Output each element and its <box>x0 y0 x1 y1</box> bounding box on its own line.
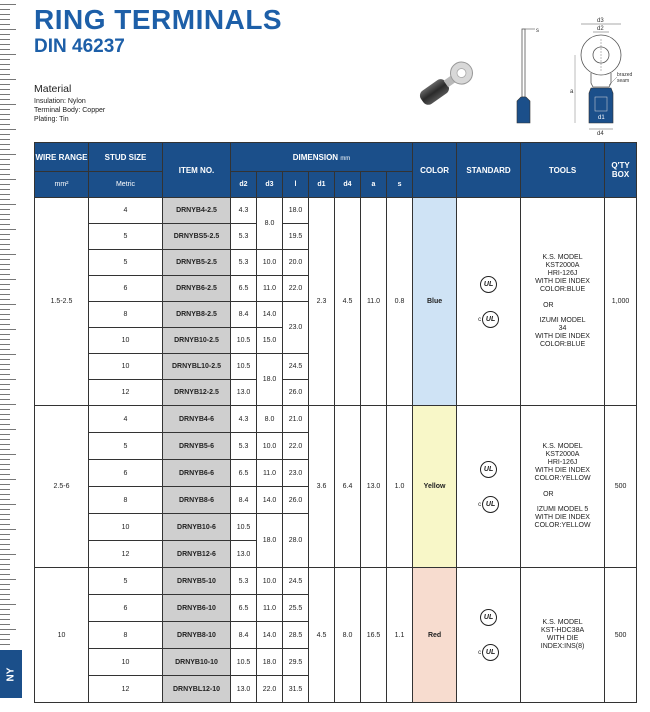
ruler-tick <box>0 219 10 220</box>
wire-range-cell: 10 <box>35 568 89 703</box>
ruler-tick <box>0 374 10 375</box>
ruler-tick <box>0 289 10 290</box>
material-insulation: Insulation: Nylon <box>34 98 86 105</box>
d2-cell: 5.3 <box>231 433 257 460</box>
ruler-tick <box>0 259 10 260</box>
svg-text:seam: seam <box>617 78 630 84</box>
ruler-tick <box>0 619 10 620</box>
ruler-tick <box>0 424 10 425</box>
wire-range-cell: 2.5-6 <box>35 406 89 568</box>
ruler-tick <box>0 594 10 595</box>
ruler-tick <box>0 359 10 360</box>
ruler-tick <box>0 49 10 50</box>
item-no-cell: DRNYB5-10 <box>163 568 231 595</box>
ruler-tick <box>0 64 10 65</box>
item-no-cell: DRNYB10-6 <box>163 514 231 541</box>
stud-cell: 12 <box>89 541 163 568</box>
ruler-tick <box>0 379 16 380</box>
material-plating: Plating: Tin <box>34 116 69 123</box>
ruler-tick <box>0 389 10 390</box>
l-cell: 18.0 <box>283 198 309 224</box>
d3-cell: 11.0 <box>257 460 283 487</box>
ruler-tick <box>0 429 16 430</box>
label-brazed-seam: brazed <box>617 72 633 78</box>
ruler-tick <box>0 349 10 350</box>
ruler-tick <box>0 44 10 45</box>
ruler-tick <box>0 164 10 165</box>
s-cell: 1.0 <box>387 406 413 568</box>
table-row <box>35 568 637 595</box>
ruler-tick <box>0 214 10 215</box>
ruler-tick <box>0 584 10 585</box>
ruler-tick <box>0 534 10 535</box>
standard-cell: UL c UL <box>457 406 521 568</box>
cul-icon: UL <box>482 311 499 328</box>
item-no-cell: DRNYB8-6 <box>163 487 231 514</box>
label-a: a <box>570 89 574 95</box>
ruler-tick <box>0 544 10 545</box>
ruler-tick <box>0 454 16 455</box>
ruler-tick <box>0 419 10 420</box>
ruler-tick <box>0 239 10 240</box>
label-d3: d3 <box>597 18 604 24</box>
d2-cell: 10.5 <box>231 354 257 380</box>
item-no-cell: DRNYB10-10 <box>163 649 231 676</box>
stud-cell: 10 <box>89 649 163 676</box>
ruler-tick <box>0 489 10 490</box>
ruler-tick <box>0 254 16 255</box>
ruler-tick <box>0 394 10 395</box>
d3-cell: 10.0 <box>257 250 283 276</box>
header-a: a <box>361 172 387 198</box>
ruler-tick <box>0 29 16 30</box>
standard-cell: UL c UL <box>457 198 521 406</box>
ruler-tick <box>0 644 10 645</box>
item-no-cell: DRNYBS5-2.5 <box>163 224 231 250</box>
stud-cell: 5 <box>89 433 163 460</box>
ruler-tick <box>0 509 10 510</box>
ruler-tick <box>0 334 10 335</box>
ruler-tick <box>0 169 10 170</box>
ruler-tick <box>0 589 10 590</box>
ruler-tick <box>0 549 10 550</box>
header-wire-range: WIRE RANGE <box>35 143 89 172</box>
ruler-tick <box>0 149 10 150</box>
item-no-cell: DRNYB5-2.5 <box>163 250 231 276</box>
cul-icon: UL <box>482 496 499 513</box>
l-cell: 22.0 <box>283 276 309 302</box>
l-cell: 24.5 <box>283 354 309 380</box>
item-no-cell: DRNYB10-2.5 <box>163 328 231 354</box>
ruler-tick <box>0 409 10 410</box>
qty-cell: 500 <box>605 568 637 703</box>
ruler-tick <box>0 179 16 180</box>
stud-cell: 4 <box>89 198 163 224</box>
ruler-tick <box>0 199 10 200</box>
label-d4: d4 <box>597 131 604 137</box>
stud-cell: 8 <box>89 487 163 514</box>
d2-cell: 6.5 <box>231 460 257 487</box>
ruler-tick <box>0 234 10 235</box>
ruler-tick <box>0 284 10 285</box>
item-no-cell: DRNYB8-2.5 <box>163 302 231 328</box>
ruler-tick <box>0 154 16 155</box>
page-subtitle: DIN 46237 <box>34 36 125 57</box>
tools-cell: K.S. MODEL KST-HDC38A WITH DIE INDEX:INS(8) <box>521 568 605 703</box>
table-row <box>35 406 637 433</box>
ruler-tick <box>0 559 10 560</box>
color-cell-blue: Blue <box>413 198 457 406</box>
cul-icon: UL <box>482 644 499 661</box>
item-no-cell: DRNYB4-6 <box>163 406 231 433</box>
ruler-tick <box>0 474 10 475</box>
ruler-tick <box>0 304 16 305</box>
label-d2: d2 <box>597 26 604 32</box>
ruler-tick <box>0 639 10 640</box>
a-cell: 13.0 <box>361 406 387 568</box>
l-cell: 29.5 <box>283 649 309 676</box>
ruler-tick <box>0 74 10 75</box>
ruler-tick <box>0 364 10 365</box>
header-item-no: ITEM NO. <box>163 143 231 198</box>
ruler-tick <box>0 129 16 130</box>
ruler-tick <box>0 194 10 195</box>
tools-cell: K.S. MODEL KST2000A HRI-126J WITH DIE INDEX COLOR:BLUE OR IZUMI MODEL 34 WITH DIE INDEX COLOR:BLUE <box>521 198 605 406</box>
ruler-tick <box>0 54 16 55</box>
s-cell: 1.1 <box>387 568 413 703</box>
item-no-cell: DRNYB6-10 <box>163 595 231 622</box>
ruler-tick <box>0 209 10 210</box>
ruler-tick <box>0 224 10 225</box>
l-cell: 22.0 <box>283 433 309 460</box>
ruler-tick <box>0 139 10 140</box>
item-no-cell: DRNYB12-6 <box>163 541 231 568</box>
ruler-tick <box>0 479 16 480</box>
standard-cell: UL c UL <box>457 568 521 703</box>
ruler-tick <box>0 384 10 385</box>
d2-cell: 5.3 <box>231 250 257 276</box>
ruler-tick <box>0 529 16 530</box>
ruler-tick <box>0 634 10 635</box>
ruler-tick <box>0 119 10 120</box>
material-body: Terminal Body: Copper <box>34 107 106 114</box>
ruler-tick <box>0 134 10 135</box>
d4-cell: 6.4 <box>335 406 361 568</box>
header-stud-unit: Metric <box>89 172 163 198</box>
d3-cell: 10.0 <box>257 568 283 595</box>
ruler-tick <box>0 574 10 575</box>
header-qty-box: Q'TY BOX <box>605 143 637 198</box>
ruler-tick <box>0 249 10 250</box>
d3-cell: 18.0 <box>257 514 283 568</box>
d1-cell: 4.5 <box>309 568 335 703</box>
d2-cell: 5.3 <box>231 224 257 250</box>
l-cell: 24.5 <box>283 568 309 595</box>
d3-cell: 14.0 <box>257 487 283 514</box>
a-cell: 11.0 <box>361 198 387 406</box>
ruler-tick <box>0 614 10 615</box>
a-cell: 16.5 <box>361 568 387 703</box>
d3-cell: 14.0 <box>257 302 283 328</box>
stud-cell: 10 <box>89 354 163 380</box>
s-cell: 0.8 <box>387 198 413 406</box>
ruler-tick <box>0 189 10 190</box>
dimension-drawing <box>505 15 645 137</box>
label-d1: d1 <box>598 115 605 121</box>
stud-cell: 10 <box>89 328 163 354</box>
item-no-cell: DRNYBL10-2.5 <box>163 354 231 380</box>
ruler-tick <box>0 229 16 230</box>
d3-cell: 11.0 <box>257 276 283 302</box>
ruler-tick <box>0 59 10 60</box>
ruler-tick <box>0 124 10 125</box>
ruler-tick <box>0 434 10 435</box>
ruler-tick <box>0 404 16 405</box>
ruler-tick <box>0 524 10 525</box>
d1-cell: 3.6 <box>309 406 335 568</box>
d2-cell: 8.4 <box>231 302 257 328</box>
header-standard: STANDARD <box>457 143 521 198</box>
header-dimension: DIMENSION mm <box>231 143 413 172</box>
d2-cell: 6.5 <box>231 595 257 622</box>
stud-cell: 6 <box>89 595 163 622</box>
ruler-tick <box>0 294 10 295</box>
ruler-tick <box>0 604 16 605</box>
l-cell: 26.0 <box>283 487 309 514</box>
ruler-tick <box>0 4 16 5</box>
ruler-tick <box>0 609 10 610</box>
l-cell: 21.0 <box>283 406 309 433</box>
margin-ruler <box>0 0 22 712</box>
d2-cell: 4.3 <box>231 198 257 224</box>
ruler-tick <box>0 624 10 625</box>
ruler-tick <box>0 174 10 175</box>
stud-cell: 5 <box>89 224 163 250</box>
ruler-tick <box>0 399 10 400</box>
ul-icon: UL <box>480 609 497 626</box>
stud-cell: 6 <box>89 276 163 302</box>
d2-cell: 8.4 <box>231 487 257 514</box>
stud-cell: 8 <box>89 302 163 328</box>
item-no-cell: DRNYBL12-10 <box>163 676 231 703</box>
d1-cell: 2.3 <box>309 198 335 406</box>
d2-cell: 10.5 <box>231 514 257 541</box>
l-cell: 28.5 <box>283 622 309 649</box>
ruler-tick <box>0 569 10 570</box>
l-cell: 20.0 <box>283 250 309 276</box>
d2-cell: 4.3 <box>231 406 257 433</box>
header-tools: TOOLS <box>521 143 605 198</box>
ruler-tick <box>0 319 10 320</box>
d3-cell: 8.0 <box>257 198 283 250</box>
l-cell: 25.5 <box>283 595 309 622</box>
d4-cell: 8.0 <box>335 568 361 703</box>
ruler-tick <box>0 514 10 515</box>
qty-cell: 500 <box>605 406 637 568</box>
ruler-tick <box>0 184 10 185</box>
ruler-tick <box>0 344 10 345</box>
ruler-tick <box>0 484 10 485</box>
stud-cell: 4 <box>89 406 163 433</box>
ruler-tick <box>0 104 16 105</box>
ruler-tick <box>0 439 10 440</box>
ruler-tick <box>0 449 10 450</box>
ruler-tick <box>0 159 10 160</box>
l-cell: 31.5 <box>283 676 309 703</box>
ruler-tick <box>0 504 16 505</box>
ruler-tick <box>0 84 10 85</box>
stud-cell: 6 <box>89 460 163 487</box>
l-cell: 26.0 <box>283 380 309 406</box>
ul-icon: UL <box>480 461 497 478</box>
ruler-tick <box>0 494 10 495</box>
ruler-tick <box>0 144 10 145</box>
terminal-photo <box>412 56 482 108</box>
ruler-tick <box>0 369 10 370</box>
stud-cell: 5 <box>89 568 163 595</box>
ruler-tick <box>0 19 10 20</box>
ruler-tick <box>0 279 16 280</box>
d4-cell: 4.5 <box>335 198 361 406</box>
ruler-tick <box>0 354 16 355</box>
stud-cell: 12 <box>89 380 163 406</box>
d3-cell: 22.0 <box>257 676 283 703</box>
item-no-cell: DRNYB6-2.5 <box>163 276 231 302</box>
ruler-tick <box>0 94 10 95</box>
ruler-tick <box>0 444 10 445</box>
l-cell: 23.0 <box>283 302 309 354</box>
d3-cell: 8.0 <box>257 406 283 433</box>
ruler-tick <box>0 24 10 25</box>
color-cell-yellow: Yellow <box>413 406 457 568</box>
stud-cell: 12 <box>89 676 163 703</box>
d2-cell: 10.5 <box>231 328 257 354</box>
ruler-tick <box>0 109 10 110</box>
label-s: s <box>536 28 539 34</box>
stud-cell: 8 <box>89 622 163 649</box>
d2-cell: 8.4 <box>231 622 257 649</box>
ring-terminal-spec-table <box>34 142 637 703</box>
ruler-tick <box>0 69 10 70</box>
item-no-cell: DRNYB8-10 <box>163 622 231 649</box>
page-title: RING TERMINALS <box>34 4 283 35</box>
header-s: s <box>387 172 413 198</box>
ruler-tick <box>0 579 16 580</box>
ruler-tick <box>0 204 16 205</box>
d3-cell: 10.0 <box>257 433 283 460</box>
ruler-tick <box>0 299 10 300</box>
ruler-tick <box>0 329 16 330</box>
ruler-tick <box>0 464 10 465</box>
d2-cell: 10.5 <box>231 649 257 676</box>
stud-cell: 10 <box>89 514 163 541</box>
d3-cell: 15.0 <box>257 328 283 354</box>
ruler-tick <box>0 324 10 325</box>
l-cell: 19.5 <box>283 224 309 250</box>
ruler-tick <box>0 564 10 565</box>
side-tab: NY <box>0 650 22 698</box>
table-row <box>35 198 637 224</box>
ruler-tick <box>0 39 10 40</box>
ruler-tick <box>0 34 10 35</box>
header-d2: d2 <box>231 172 257 198</box>
wire-range-cell: 1.5-2.5 <box>35 198 89 406</box>
d2-cell: 5.3 <box>231 568 257 595</box>
d2-cell: 13.0 <box>231 541 257 568</box>
header-stud-size: STUD SIZE <box>89 143 163 172</box>
ruler-tick <box>0 309 10 310</box>
item-no-cell: DRNYB12-2.5 <box>163 380 231 406</box>
qty-cell: 1,000 <box>605 198 637 406</box>
side-view-sleeve <box>517 97 530 123</box>
l-cell: 28.0 <box>283 514 309 568</box>
d3-cell: 14.0 <box>257 622 283 649</box>
header-d1: d1 <box>309 172 335 198</box>
ruler-tick <box>0 274 10 275</box>
header-wire-unit: mm² <box>35 172 89 198</box>
ruler-tick <box>0 339 10 340</box>
ruler-tick <box>0 244 10 245</box>
ruler-tick <box>0 314 10 315</box>
header-d3: d3 <box>257 172 283 198</box>
d2-cell: 13.0 <box>231 676 257 703</box>
ruler-tick <box>0 14 10 15</box>
d3-cell: 18.0 <box>257 649 283 676</box>
ruler-tick <box>0 269 10 270</box>
ul-icon: UL <box>480 276 497 293</box>
item-no-cell: DRNYB4-2.5 <box>163 198 231 224</box>
side-view-tongue <box>522 29 525 97</box>
ruler-tick <box>0 114 10 115</box>
ruler-tick <box>0 499 10 500</box>
l-cell: 23.0 <box>283 460 309 487</box>
ruler-tick <box>0 89 10 90</box>
ruler-tick <box>0 9 10 10</box>
ruler-tick <box>0 264 10 265</box>
header-color: COLOR <box>413 143 457 198</box>
header-l: l <box>283 172 309 198</box>
ruler-tick <box>0 599 10 600</box>
header-d4: d4 <box>335 172 361 198</box>
ruler-tick <box>0 414 10 415</box>
ruler-tick <box>0 539 10 540</box>
material-heading: Material <box>34 83 72 95</box>
item-no-cell: DRNYB6-6 <box>163 460 231 487</box>
ruler-tick <box>0 469 10 470</box>
ruler-tick <box>0 459 10 460</box>
d2-cell: 13.0 <box>231 380 257 406</box>
ruler-tick <box>0 79 16 80</box>
ruler-tick <box>0 519 10 520</box>
stud-cell: 5 <box>89 250 163 276</box>
item-no-cell: DRNYB5-6 <box>163 433 231 460</box>
d3-cell: 18.0 <box>257 354 283 406</box>
color-cell-red: Red <box>413 568 457 703</box>
tools-cell: K.S. MODEL KST2000A HRI-126J WITH DIE INDEX COLOR:YELLOW OR IZUMI MODEL 5 WITH DIE INDEX COLOR:YELLOW <box>521 406 605 568</box>
ruler-tick <box>0 99 10 100</box>
ruler-tick <box>0 554 16 555</box>
ruler-tick <box>0 629 16 630</box>
d3-cell: 11.0 <box>257 595 283 622</box>
d2-cell: 6.5 <box>231 276 257 302</box>
